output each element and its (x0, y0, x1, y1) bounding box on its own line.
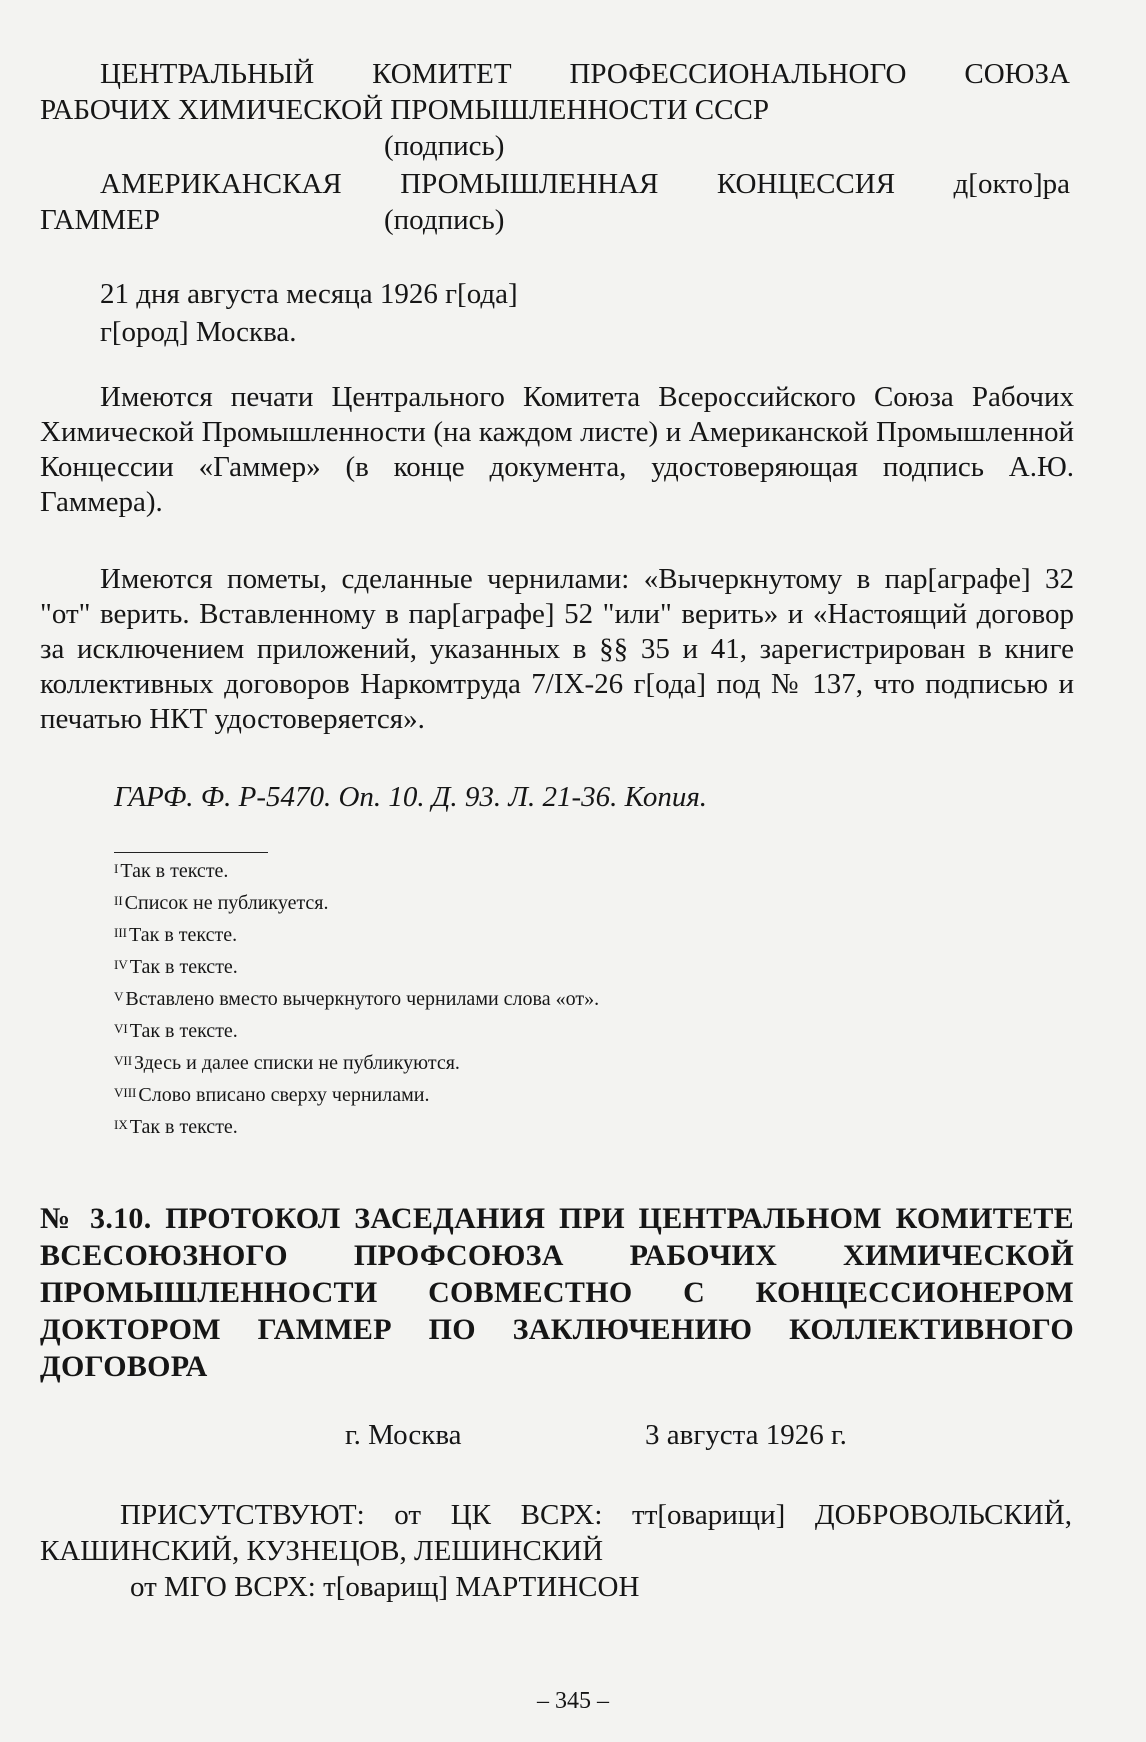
ink-notes-paragraph: Имеются пометы, сделанные чернилами: «Вычеркнутому в пар[аграфе] 32 "от" верить. Вставленному в пар[аграфе] 52 "или" верить» и «Настоящий договор за исключением приложений, указанных в §§ 35 и 41, зарегистрирован в книге коллективных договоров Наркомтруда 7/IX-26 г[ода] под № 137, что подписью и печатью НКТ удостоверяется». (40, 563, 1074, 735)
footnote-mark: IX (114, 1117, 128, 1132)
concession-name-line2: ГАММЕР (40, 204, 160, 236)
union-name-line2: РАБОЧИХ ХИМИЧЕСКОЙ ПРОМЫШЛЕННОСТИ СССР (40, 94, 769, 126)
footnote-mark: IV (114, 957, 128, 972)
union-word: ПРОФЕССИОНАЛЬНОГО (569, 58, 907, 90)
attendees-line3: от МГО ВСРХ: т[оварищ] МАРТИНСОН (130, 1571, 640, 1603)
footnote-text: Вставлено вместо вычеркнутого чернилами слова «от». (125, 988, 600, 1010)
attendees-word: ДОБРОВОЛЬСКИЙ, (814, 1499, 1072, 1531)
meeting-date: 3 августа 1926 г. (645, 1419, 847, 1451)
document-city: г[ород] Москва. (100, 316, 297, 348)
concession-name-line1 (100, 166, 1070, 202)
union-name-line1 (100, 56, 1070, 92)
footnote-text: Список не публикуется. (124, 892, 329, 914)
archive-source-reference: ГАРФ. Ф. Р-5470. Оп. 10. Д. 93. Л. 21-36. Копия. (114, 781, 708, 813)
union-name-line1-words (100, 56, 1070, 92)
footnote-separator (114, 852, 268, 853)
footnote (114, 1016, 599, 1048)
attendees-line2: КАШИНСКИЙ, КУЗНЕЦОВ, ЛЕШИНСКИЙ (40, 1535, 604, 1567)
document-date: 21 дня августа месяца 1926 г[ода] (100, 278, 518, 310)
footnote-mark: VIII (114, 1085, 137, 1100)
footnotes-list (114, 856, 599, 1144)
signature-mark: (подпись) (384, 204, 505, 236)
footnote (114, 1080, 599, 1112)
footnote-mark: II (114, 893, 123, 908)
signature-mark: (подпись) (384, 130, 505, 162)
union-word: СОЮЗА (964, 58, 1070, 90)
footnote-mark: VI (114, 1021, 128, 1036)
footnote-text: Слово вписано сверху чернилами. (138, 1084, 430, 1106)
meeting-city: г. Москва (345, 1419, 462, 1451)
attendees-line1 (120, 1498, 1072, 1533)
footnote-text: Так в тексте. (120, 860, 229, 882)
attendees-word: ПРИСУТСТВУЮТ: (120, 1499, 365, 1531)
attendees-word: ЦК (450, 1499, 492, 1531)
attendees-word: ВСРХ: (520, 1499, 603, 1531)
footnote-mark: III (114, 925, 127, 940)
page-number: – 345 – (537, 1688, 609, 1714)
union-word: ЦЕНТРАЛЬНЫЙ (100, 58, 315, 90)
union-word: КОМИТЕТ (372, 58, 512, 90)
concession-word: АМЕРИКАНСКАЯ (100, 168, 342, 200)
footnote (114, 1048, 599, 1080)
footnote (114, 952, 599, 984)
footnote-text: Так в тексте. (129, 924, 238, 946)
footnote-text: Так в тексте. (129, 956, 238, 978)
footnote-text: Так в тексте. (129, 1020, 238, 1042)
footnote (114, 888, 599, 920)
attendees-word: от (394, 1499, 422, 1531)
concession-word: д[окто]ра (953, 168, 1070, 200)
footnote (114, 1112, 599, 1144)
seals-paragraph: Имеются печати Центрального Комитета Всероссийского Союза Рабочих Химической Промышленности (на каждом листе) и Американской Промышленной Концессии «Гаммер» (в конце документа, удостоверяющая подпись А.Ю. Гаммера). (40, 381, 1074, 518)
footnote (114, 920, 599, 952)
footnote-mark: VII (114, 1053, 133, 1068)
footnote-mark: V (114, 989, 124, 1004)
footnote (114, 984, 599, 1016)
concession-word: КОНЦЕССИЯ (716, 168, 896, 200)
footnote-mark: I (114, 861, 119, 876)
footnote (114, 856, 599, 888)
section-heading: № 3.10. ПРОТОКОЛ ЗАСЕДАНИЯ ПРИ ЦЕНТРАЛЬНОМ КОМИТЕТЕ ВСЕСОЮЗНОГО ПРОФСОЮЗА РАБОЧИХ ХИМИЧЕСКОЙ ПРОМЫШЛЕННОСТИ СОВМЕСТНО С КОНЦЕССИОНЕРОМ ДОКТОРОМ ГАММЕР ПО ЗАКЛЮЧЕНИЮ КОЛЛЕКТИВНОГО ДОГОВОРА (40, 1202, 1074, 1383)
concession-word: ПРОМЫШЛЕННАЯ (400, 168, 659, 200)
footnote-text: Так в тексте. (129, 1116, 238, 1138)
attendees-word: тт[оварищи] (632, 1499, 786, 1531)
footnote-text: Здесь и далее списки не публикуются. (134, 1052, 460, 1074)
